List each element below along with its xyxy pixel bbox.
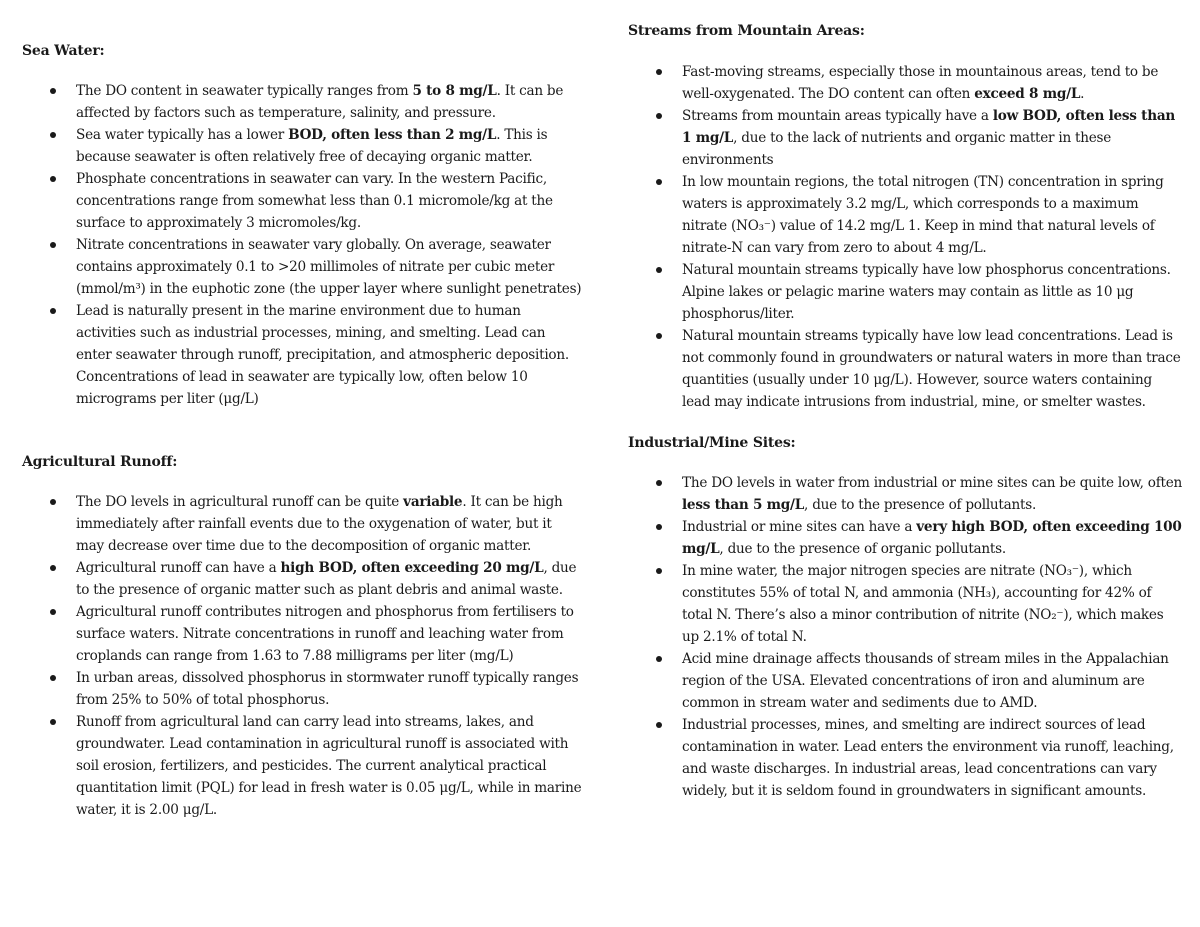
item-text: , due to the presence of organic pollutants. — [719, 541, 1006, 557]
section-industrial-mine — [628, 432, 1183, 802]
bullet-icon — [656, 179, 662, 185]
item-text: Acid mine drainage affects thousands of stream miles in the Appalachian region of the USA. Elevated concentrations of iron and aluminum are common in stream water and sediments due to AMD. — [682, 651, 1169, 711]
bullet-list — [628, 61, 1183, 413]
bullet-icon — [50, 609, 56, 615]
bullet-icon — [656, 722, 662, 728]
list-item — [22, 234, 582, 300]
item-text: Agricultural runoff contributes nitrogen and phosphorus from fertilisers to surface waters. Nitrate concentrations in runoff and leaching water from croplands can range from 1.63 to 7.88 milligrams per liter (mg/L) — [76, 604, 574, 664]
item-text: Sea water typically has a lower — [76, 127, 289, 143]
bullet-icon — [656, 69, 662, 75]
list-item — [22, 491, 582, 557]
bullet-icon — [656, 656, 662, 662]
bullet-icon — [50, 499, 56, 505]
list-item — [628, 560, 1183, 648]
bullet-icon — [656, 267, 662, 273]
item-text: , due to the presence of pollutants. — [804, 497, 1037, 513]
list-item — [628, 714, 1183, 802]
item-text: The DO content in seawater typically ranges from — [76, 83, 413, 99]
list-item — [628, 472, 1183, 516]
item-emphasis: 5 to 8 mg/L — [412, 83, 497, 99]
item-emphasis: low BOD, often less than 1 mg/L — [682, 108, 1176, 146]
item-text: Runoff from agricultural land can carry lead into streams, lakes, and groundwater. Lead contamination in agricultural runoff is associated with soil erosion, fertilizers, and pesticides. The current analytical practical quantitation limit (PQL) for lead in fresh water is 0.05 μg/L, while in marine water, it is 2.00 μg/L. — [76, 714, 582, 818]
item-emphasis: very high BOD, often exceeding 100 mg/L — [682, 519, 1182, 557]
item-text: Natural mountain streams typically have low lead concentrations. Lead is not commonly found in groundwaters or natural waters in more than trace quantities (usually under 10 μg/L). However, source waters containing lead may indicate intrusions from industrial, mine, or smelter wastes. — [682, 328, 1181, 410]
list-item — [22, 168, 582, 234]
item-emphasis: less than 5 mg/L — [682, 497, 805, 513]
item-text: , due to the lack of nutrients and organic matter in these environments — [682, 130, 1112, 168]
bullet-list — [628, 472, 1183, 802]
bullet-icon — [50, 242, 56, 248]
item-text: Lead is naturally present in the marine environment due to human activities such as industrial processes, mining, and smelting. Lead can enter seawater through runoff, precipitation, and atmospheric deposition. Concentrations of lead in seawater are typically low, often below 10 micrograms per liter (μg/L) — [76, 303, 569, 407]
bullet-list — [22, 491, 582, 821]
section-heading: Sea Water: — [22, 43, 105, 59]
list-item — [22, 601, 582, 667]
list-item — [22, 711, 582, 821]
list-item — [22, 124, 582, 168]
list-item — [628, 171, 1183, 259]
bullet-icon — [50, 132, 56, 138]
item-text: Nitrate concentrations in seawater vary globally. On average, seawater contains approximately 0.1 to >20 millimoles of nitrate per cubic meter (mmol/m³) in the euphotic zone (the upper layer where sunlight penetrates) — [76, 237, 582, 297]
item-emphasis: BOD, often less than 2 mg/L — [288, 127, 497, 143]
item-text: . This is because seawater is often relatively free of decaying organic matter. — [76, 127, 548, 165]
section-mountain-streams — [628, 20, 1183, 413]
list-item — [22, 300, 582, 410]
list-item — [22, 80, 582, 124]
item-text: Agricultural runoff can have a — [76, 560, 281, 576]
list-item — [628, 105, 1183, 171]
item-text: Industrial or mine sites can have a — [682, 519, 917, 535]
item-emphasis: exceed 8 mg/L — [974, 86, 1081, 102]
item-text: . It can be high immediately after rainfall events due to the oxygenation of water, but it may decrease over time due to the decomposition of organic matter. — [76, 494, 563, 554]
bullet-icon — [50, 719, 56, 725]
section-heading: Streams from Mountain Areas: — [628, 23, 865, 39]
bullet-icon — [50, 176, 56, 182]
item-text: Fast-moving streams, especially those in mountainous areas, tend to be well-oxygenated. The DO content can often — [682, 64, 1159, 102]
item-text: Natural mountain streams typically have low phosphorus concentrations. Alpine lakes or pelagic marine waters may contain as little as 10 μg phosphorus/liter. — [682, 262, 1171, 322]
list-item — [22, 557, 582, 601]
bullet-list — [22, 80, 582, 410]
list-item — [628, 325, 1183, 413]
item-text: . — [1080, 86, 1085, 102]
item-text: Streams from mountain areas typically have a — [682, 108, 993, 124]
item-text: Industrial processes, mines, and smelting are indirect sources of lead contamination in water. Lead enters the environment via runoff, leaching, and waste discharges. In industrial areas, lead concentrations can vary widely, but it is seldom found in groundwaters in significant amounts. — [682, 717, 1174, 799]
item-text: . It can be affected by factors such as temperature, salinity, and pressure. — [76, 83, 564, 121]
list-item — [628, 516, 1183, 560]
section-heading: Agricultural Runoff: — [22, 454, 178, 470]
list-item — [628, 648, 1183, 714]
item-emphasis: high BOD, often exceeding 20 mg/L — [280, 560, 544, 576]
bullet-icon — [656, 333, 662, 339]
bullet-icon — [50, 565, 56, 571]
list-item — [628, 259, 1183, 325]
bullet-icon — [50, 88, 56, 94]
item-emphasis: variable — [403, 494, 463, 510]
item-text: In low mountain regions, the total nitrogen (TN) concentration in spring waters is approximately 3.2 mg/L, which corresponds to a maximum nitrate (NO₃⁻) value of 14.2 mg/L 1. Keep in mind that natural levels of nitrate-N can vary from zero to about 4 mg/L. — [682, 174, 1164, 256]
list-item — [22, 667, 582, 711]
item-text: The DO levels in water from industrial or mine sites can be quite low, often — [682, 475, 1183, 491]
section-sea-water — [22, 40, 582, 410]
item-text: The DO levels in agricultural runoff can be quite — [76, 494, 404, 510]
item-text: In urban areas, dissolved phosphorus in stormwater runoff typically ranges from 25% to 50% of total phosphorus. — [76, 670, 579, 708]
bullet-icon — [656, 113, 662, 119]
item-text: , due to the presence of organic matter such as plant debris and animal waste. — [76, 560, 577, 598]
bullet-icon — [50, 308, 56, 314]
bullet-icon — [656, 524, 662, 530]
bullet-icon — [50, 675, 56, 681]
list-item — [628, 61, 1183, 105]
section-agricultural-runoff — [22, 451, 582, 821]
bullet-icon — [656, 480, 662, 486]
bullet-icon — [656, 568, 662, 574]
item-text: In mine water, the major nitrogen species are nitrate (NO₃⁻), which constitutes 55% of total N, and ammonia (NH₃), accounting for 42% of total N. There’s also a minor contribution of nitrite (NO₂⁻), which makes up 2.1% of total N. — [682, 563, 1164, 645]
section-heading: Industrial/Mine Sites: — [628, 435, 796, 451]
item-text: Phosphate concentrations in seawater can vary. In the western Pacific, concentrations range from somewhat less than 0.1 micromole/kg at the surface to approximately 3 micromoles/kg. — [76, 171, 553, 231]
